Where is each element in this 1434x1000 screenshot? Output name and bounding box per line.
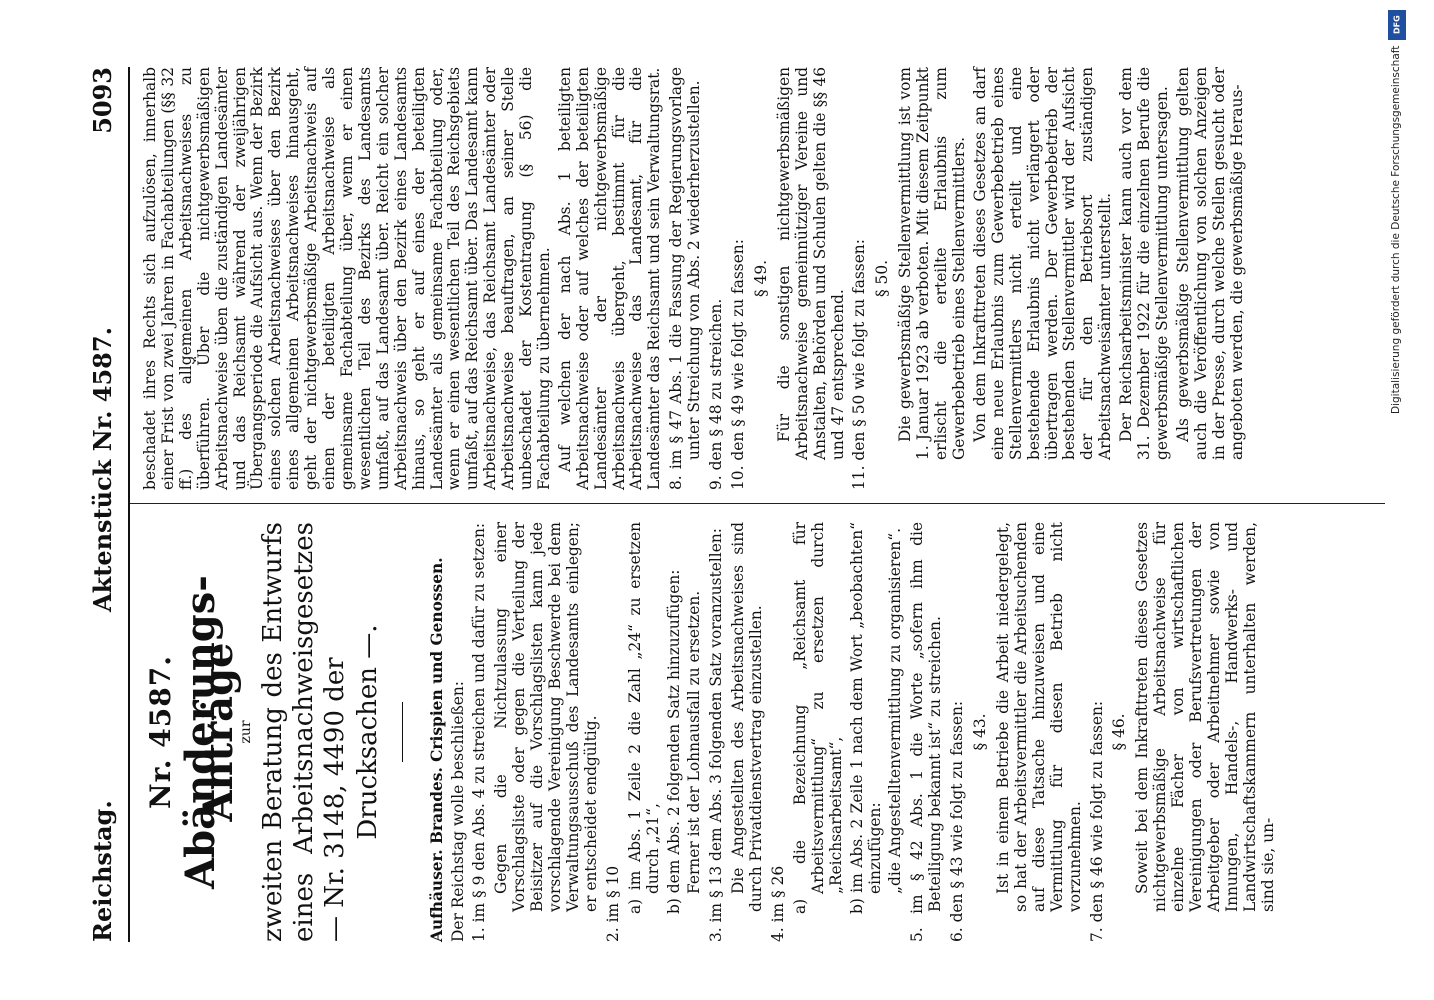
amendment-9: 9. den § 48 zu streichen. [707,298,726,490]
document-subtitle-end: Drucksachen —. [352,624,383,840]
header-left: Reichstag. [88,800,117,942]
section-43-text: Ist in einem Betriebe die Arbeit niedergelegt, so hat der Arbeitsvermittler die Arbeitsuchenden auf diese Tatsache hinzuweisen und eine Vermittlung für diesen Betrieb nicht vorzunehmen. [994,522,1084,912]
amendment-1: 1. im § 9 den Abs. 4 zu streichen und dafür zu setzen: [470,522,489,942]
section-49-text: Für die sonstigen nichtgewerbsmäßigen Arbeitsnachweise gemeinnütziger Vereine und Anstalten, Behörden und Schulen gelten die §§ 46 und 47 entsprechend. [774,67,847,460]
section-46-text: Soweit bei dem Inkrafttreten dieses Gesetzes nichtgewerbsmäßige Arbeitsnachweise für einzelne Fächer von wirtschaftlichen Vereinigungen oder Berufsvertretungen der Arbeitgeber oder Arbeitnehmer sowie von Innungen, Handels-, Handwerks- und Landwirtschaftskammern unterhalten werden, sind sie, un- [1133,522,1277,912]
amendment-11: 11. den § 50 wie folgt zu fassen: [850,239,869,490]
column-divider [130,503,1385,504]
amendment-2b: b) dem Abs. 2 folgenden Satz hinzuzufügen: [664,569,683,914]
left-column [142,522,1281,942]
amendment-2b-text: Ferner ist der Lohnausfall zu ersetzen. [685,590,704,894]
section-49-heading: § 49. [751,259,770,298]
header-rule [128,67,130,942]
document-title: Abänderungs-Anträge [176,575,242,889]
page-content [84,67,1414,942]
section-50-paragraph-4: Als gewerbsmäßige Stellenvermittlung gelten auch die Veröffentlichung von solchen Anzeigen in der Presse, durch welche Stellen gesucht oder angeboten werden, die gewerbsmäßige Heraus- [1173,67,1246,460]
document-number: Nr. 4587. [144,655,177,809]
page-number: 5093 [88,67,117,134]
amendment-4b: b) im Abs. 2 Zeile 1 nach dem Wort „beobachten“ einzufügen: [847,522,884,914]
running-header [84,67,124,942]
signers: Aufhäuser. Brandes. Crispien und Genossen. [427,557,446,942]
digitization-text: Digitalisierung gefördert durch die Deutsche Forschungsgemeinschaft [1390,46,1402,415]
section-50-paragraph-3: Der Reichsarbeitsminister kann auch vor dem 31. Dezember 1922 für die einzelnen Berufe die gewerbsmäßige Stellenvermittlung untersagen. [1117,67,1171,460]
amendment-7: 7. den § 46 wie folgt zu fassen: [1087,700,1106,942]
amendment-2a: a) im Abs. 1 Zeile 2 die Zahl „24“ zu ersetzen durch „21“, [625,522,662,914]
section-50-paragraph-1: Die gewerbsmäßige Stellenvermittlung ist vom 1. Januar 1923 ab verboten. Mit diesem Zeitpunkt erlischt die erteilte Erlaubnis zum Gewerbebetrieb eines Stellenvermittlers. [896,67,968,460]
amendment-3-text: Die Angestellten des Arbeitsnachweises sind durch Privatdienstvertrag einzustellen. [729,522,766,912]
right-column [142,67,1249,490]
section-50-heading: § 50. [873,259,892,298]
section-46-heading: § 46. [1110,713,1129,751]
amendment-10: 10. den § 49 wie folgt zu fassen: [729,239,747,490]
amendment-2: 2. im § 10 [603,865,622,942]
header-center: Aktenstück Nr. 4587. [88,327,117,612]
amendment-3: 3. im § 13 dem Abs. 3 folgenden Satz voranzustellen: [707,528,726,942]
digitization-note [1388,10,1406,985]
amendment-4: 4. im § 26 [769,865,788,942]
title-divider [402,702,403,762]
section-43-heading: § 43. [971,713,990,751]
section-46-continued: beschadet ihres Rechts sich aufzulösen, innerhalb einer Frist von zwei Jahren in Fachabteilungen (§§ 32 ff.) des allgemeinen Arbeitsnachweises zu überführen. Über die nichtgewerbsmäßigen Arbeitsnachweise üben die zuständigen Landesämter und das Reichsamt während der zweijährigen Übergangsperiode die Aufsicht aus. Wenn der Bezirk eines solchen Arbeitsnachweises über den Bezirk eines allgemeinen Arbeitsnachweises hinausgeht, geht der nichtgewerbsmäßige Arbeitsnachweis auf einen der beteiligten Arbeitsnachweise als gemeinsame Fachabteilung über, wenn er einen wesentlichen Teil des Bezirks des Landesamts umfaßt, auf das Landesamt über. Reicht ein solcher Arbeitsnachweis über den Bezirk eines Landesamts hinaus, so geht er auf eines der beteiligten Landesämter als gemeinsame Fachabteilung oder, wenn er einen wesentlichen Teil des Reichsgebiets umfaßt, auf das Reichsamt über. Das Landesamt kann Arbeitsnachweise, das Reichsamt Landesämter oder Arbeitsnachweise beauftragen, an seiner Stelle unbeschadet der Kostentragung (§ 56) die Fachabteilung zu übernehmen. [141,67,553,490]
amendment-6: 6. den § 43 wie folgt zu fassen: [948,700,967,942]
intro: Der Reichstag wolle beschließen: [448,681,467,942]
dfg-logo: DFG [1388,10,1406,40]
amendment-1-text: Gegen die Nichtzulassung einer Vorschlagsliste oder gegen die Verteilung der Beisitzer auf die Vorschlagslisten kann jede vorschlagende Vereinigung Beschwerde bei dem Verwaltungsausschuß des Landesamts einlegen; er entscheidet endgültig. [492,522,600,912]
title-zur: zur [237,720,254,744]
amendment-4a: a) die Bezeichnung „Reichsamt für Arbeitsvermittlung“ zu ersetzen durch „Reichsarbeitsamt“, [790,522,845,914]
section-46-paragraph-2: Auf welchen der nach Abs. 1 beteiligten Arbeitsnachweise oder auf welches der beteiligten Landesämter der nichtgewerbsmäßige Arbeitsnachweis übergeht, bestimmt für die Arbeitsnachweise das Landesamt, für die Landesämter das Reichsamt und sein Verwaltungsrat. [555,67,664,490]
amendment-4b-text: „die Angestelltenvermittlung zu organisieren“. [886,528,905,894]
amendment-5: 5. im § 42 Abs. 1 die Worte „sofern ihm die Beteiligung bekannt ist“ zu streichen. [908,522,945,942]
amendment-8: 8. im § 47 Abs. 1 die Fassung der Regierungsvorlage unter Streichung von Abs. 2 wiederherzustellen. [667,67,704,490]
section-50-paragraph-2: Von dem Inkrafttreten dieses Gesetzes an darf eine neue Erlaubnis zum Gewerbebetrieb eines Stellenvermittlers nicht erteilt und eine bestehende Erlaubnis nicht verlängert oder übertragen werden. Der Gewerbebetrieb der bestehenden Stellenvermittler wird der Aufsicht der für den Betriebsort zuständigen Arbeitsnachweisämter unterstellt. [970,67,1115,460]
document-subtitle: zweiten Beratung des Entwurfs eines Arbeitsnachweisgesetzes — Nr. 3148, 4490 der [257,522,350,942]
